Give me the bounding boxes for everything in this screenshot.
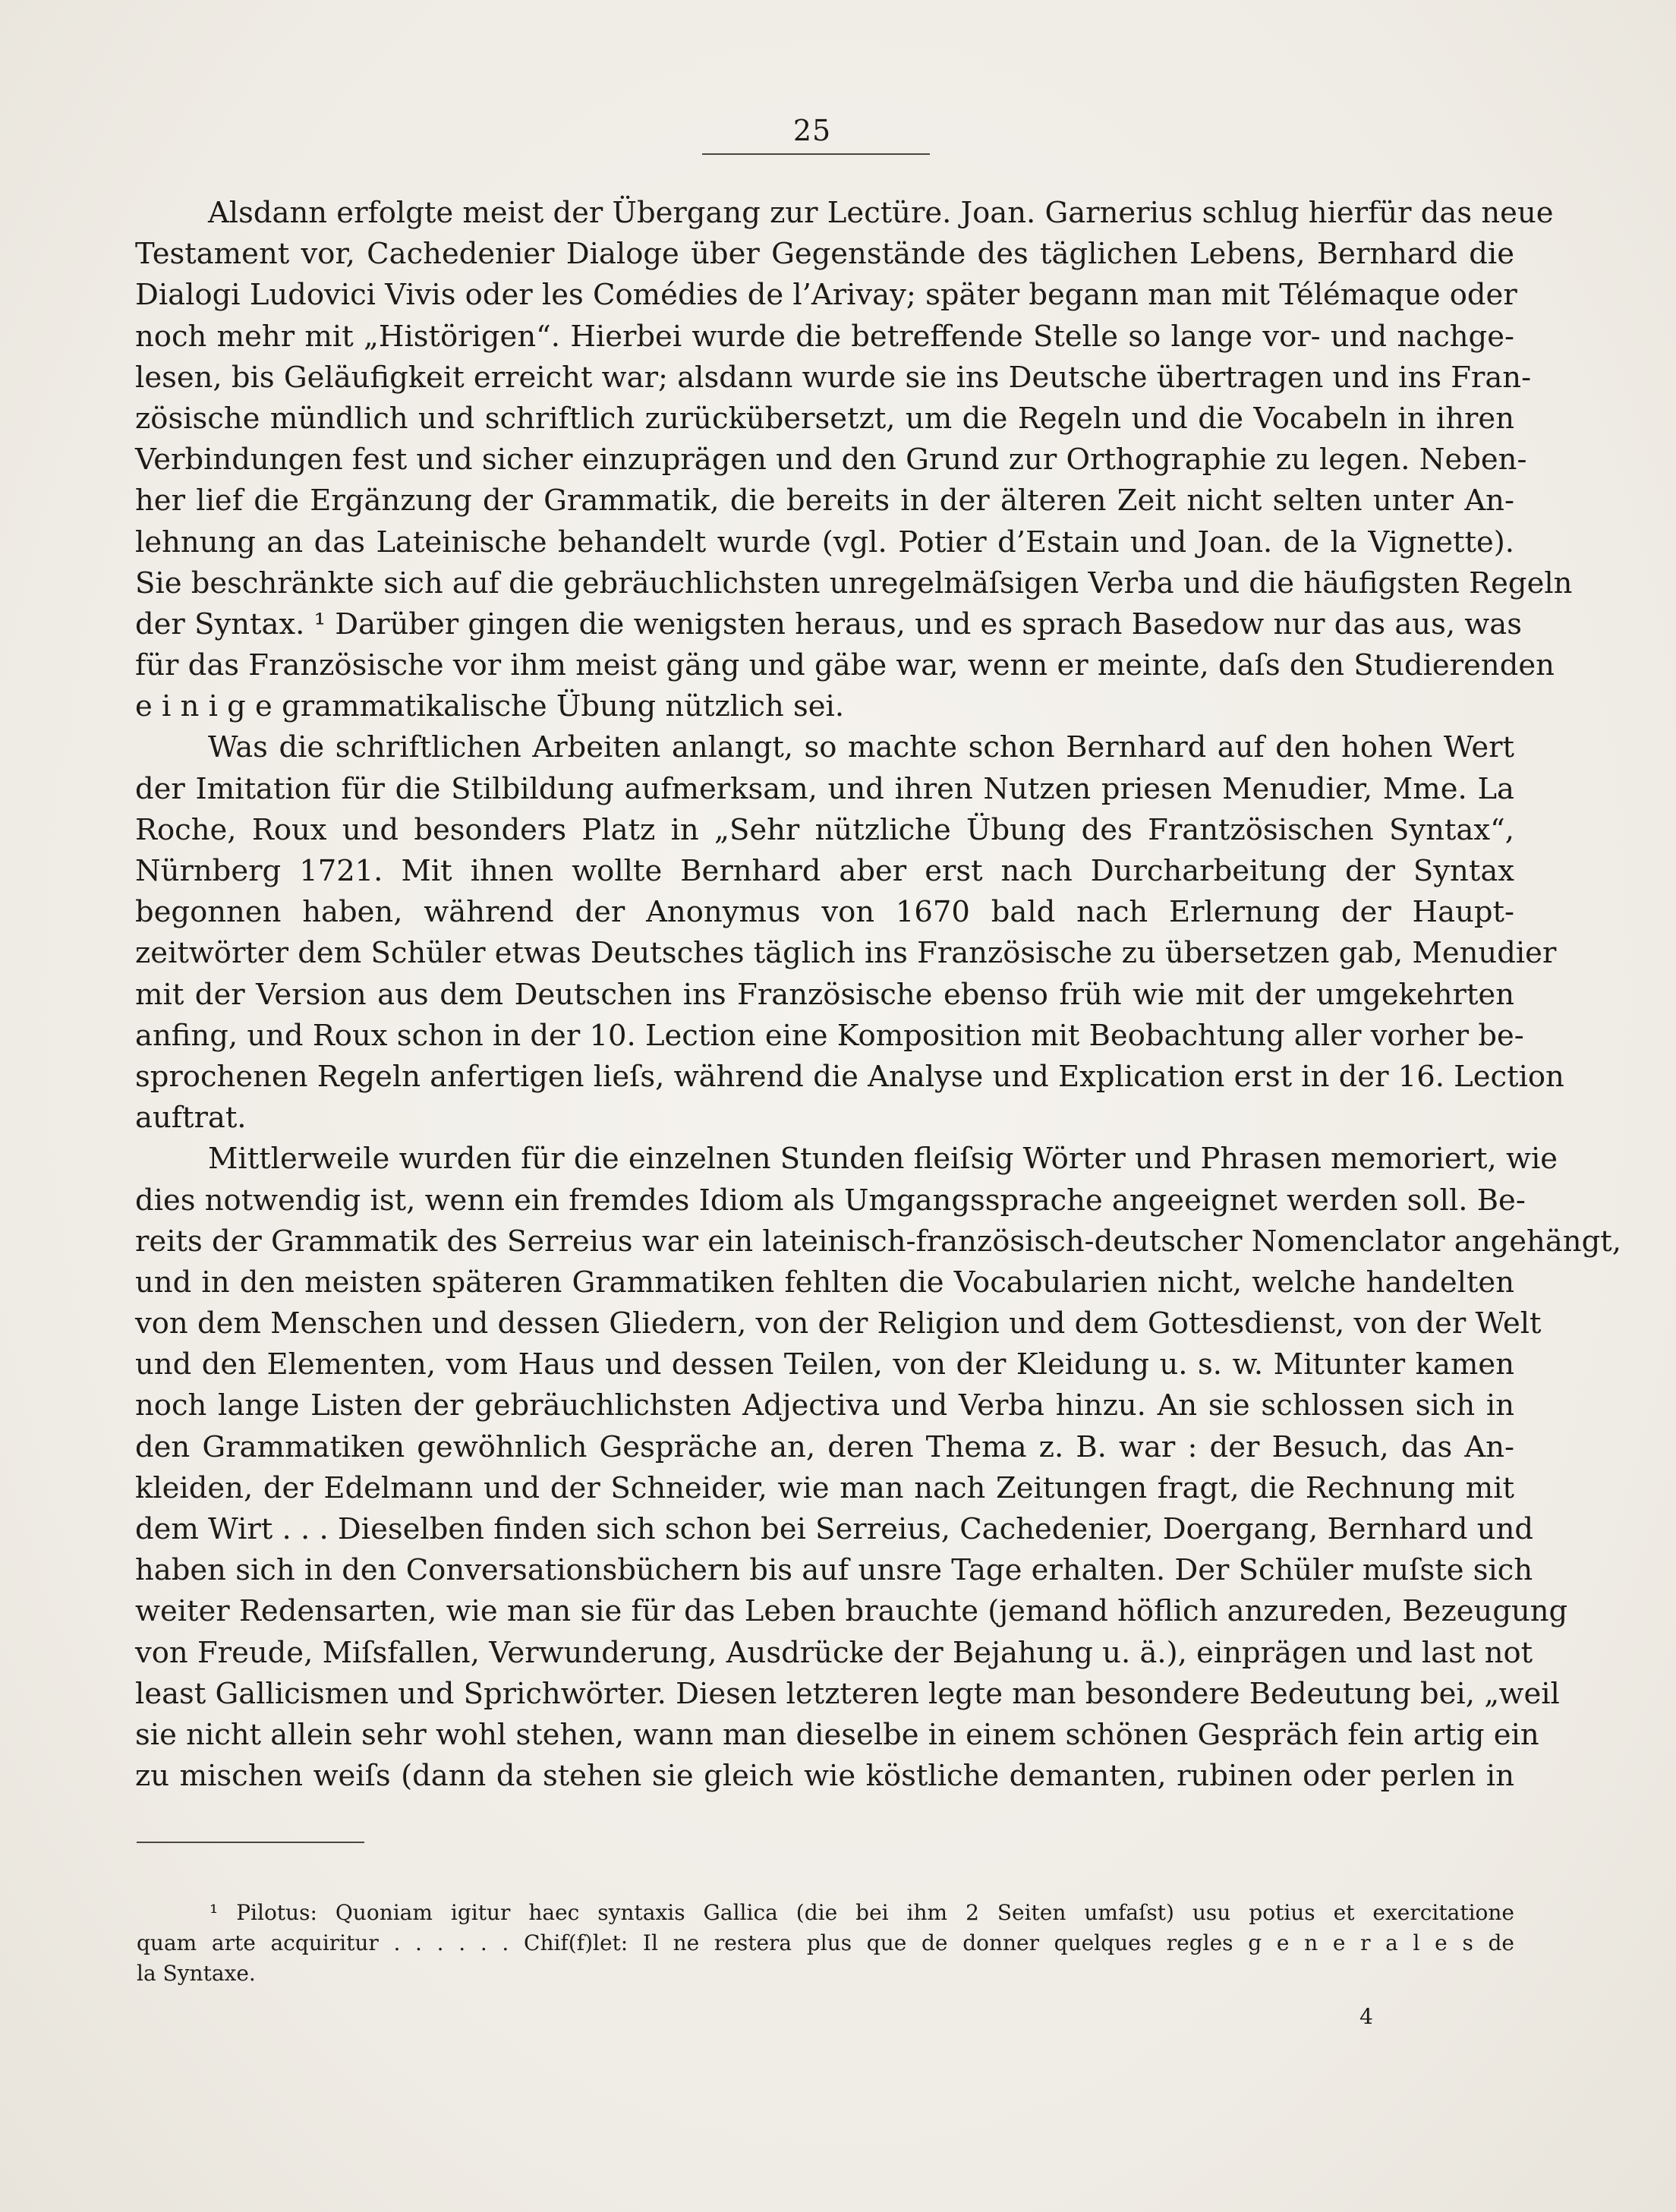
- footnotes: [137, 1898, 1514, 1989]
- text-line: Alsdann erfolgte meist der Übergang zur Lectüre. Joan. Garnerius schlug hierfür das neue: [208, 196, 1554, 230]
- text-line: least Gallicismen und Sprichwörter. Diesen letzteren legte man besondere Bedeutung bei, „weil: [135, 1676, 1560, 1711]
- text-line: zösische mündlich und schriftlich zurückübersetzt, um die Regeln und die Vocabeln in ihren: [135, 401, 1514, 436]
- text-line: reits der Grammatik des Serreius war ein lateinisch-französisch-deutscher Nomenclator angehängt,: [135, 1224, 1621, 1259]
- text-line: von dem Menschen und dessen Gliedern, von der Religion und dem Gottesdienst, von der Welt: [135, 1306, 1542, 1341]
- text-line: Verbindungen fest und sicher einzuprägen und den Grund zur Orthographie zu legen. Neben-: [135, 443, 1527, 477]
- text-line: Nürnberg 1721. Mit ihnen wollte Bernhard aber erst nach Durcharbeitung der Syntax: [135, 854, 1514, 888]
- footnote-line: quam arte acquiritur . . . . . . Chif(f)let: Il ne restera plus que de donner quelques regles g e n e r a l e s de: [137, 1930, 1514, 1955]
- text-line: kleiden, der Edelmann und der Schneider, wie man nach Zeitungen fragt, die Rechnung mit: [135, 1470, 1514, 1505]
- body-text: [135, 193, 1621, 1797]
- text-line: sie nicht allein sehr wohl stehen, wann man dieselbe in einem schönen Gespräch fein artig ein: [135, 1717, 1539, 1752]
- text-line: für das Französische vor ihm meist gäng und gäbe war, wenn er meinte, daſs den Studierenden: [135, 648, 1555, 683]
- text-line: Testament vor, Cachedenier Dialoge über Gegenstände des täglichen Lebens, Bernhard die: [135, 237, 1514, 272]
- text-line: zu mischen weiſs (dann da stehen sie gleich wie köstliche demanten, rubinen oder perlen in: [135, 1759, 1514, 1794]
- footnote-line: la Syntaxe.: [137, 1961, 256, 1986]
- text-line: weiter Redensarten, wie man sie für das Leben brauchte (jemand höflich anzureden, Bezeugung: [135, 1594, 1568, 1629]
- text-line: Dialogi Ludovici Vivis oder les Comédies de l’Arivay; später begann man mit Télémaque oder: [135, 278, 1517, 313]
- text-line: her lief die Ergänzung der Grammatik, die bereits in der älteren Zeit nicht selten unter An-: [135, 484, 1514, 518]
- text-line: der Imitation für die Stilbildung aufmerksam, und ihren Nutzen priesen Menudier, Mme. La: [135, 771, 1514, 806]
- page-number: 25: [792, 114, 832, 147]
- text-line: Mittlerweile wurden für die einzelnen Stunden fleiſsig Wörter und Phrasen memoriert, wie: [208, 1142, 1558, 1177]
- text-line: begonnen haben, während der Anonymus von 1670 bald nach Erlernung der Haupt-: [135, 895, 1514, 930]
- header-rule: [702, 153, 930, 155]
- text-line: der Syntax. ¹ Darüber gingen die wenigsten heraus, und es sprach Basedow nur das aus, was: [135, 607, 1522, 641]
- text-line: e i n i g e grammatikalische Übung nützlich sei.: [135, 689, 845, 724]
- text-line: lesen, bis Geläufigkeit erreicht war; alsdann wurde sie ins Deutsche übertragen und ins Fran-: [135, 360, 1532, 395]
- text-line: von Freude, Miſsfallen, Verwunderung, Ausdrücke der Bejahung u. ä.), einprägen und last not: [135, 1635, 1533, 1670]
- footnote-rule: [137, 1842, 364, 1843]
- text-line: Sie beschränkte sich auf die gebräuchlichsten unregelmäſsigen Verba und die häufigsten Regeln: [135, 566, 1573, 600]
- text-line: noch mehr mit „Histörigen“. Hierbei wurde die betreffende Stelle so lange vor- und nachge-: [135, 319, 1514, 354]
- text-line: auftrat.: [135, 1101, 247, 1136]
- text-line: dem Wirt . . . Dieselben finden sich schon bei Serreius, Cachedenier, Doergang, Bernhard und: [135, 1512, 1534, 1546]
- text-line: mit der Version aus dem Deutschen ins Französische ebenso früh wie mit der umgekehrten: [135, 977, 1514, 1012]
- text-line: anfing, und Roux schon in der 10. Lection eine Komposition mit Beobachtung aller vorher be-: [135, 1018, 1524, 1053]
- text-line: zeitwörter dem Schüler etwas Deutsches täglich ins Französische zu übersetzen gab, Menudier: [135, 936, 1557, 971]
- text-line: noch lange Listen der gebräuchlichsten Adjectiva und Verba hinzu. An sie schlossen sich in: [135, 1388, 1514, 1423]
- text-line: und in den meisten späteren Grammatiken fehlten die Vocabularien nicht, welche handelten: [135, 1265, 1514, 1300]
- text-line: sprochenen Regeln anfertigen lieſs, während die Analyse und Explication erst in der 16. Lection: [135, 1059, 1564, 1094]
- text-line: und den Elementen, vom Haus und dessen Teilen, von der Kleidung u. s. w. Mitunter kamen: [135, 1347, 1514, 1382]
- text-line: den Grammatiken gewöhnlich Gespräche an, deren Thema z. B. war : der Besuch, das An-: [135, 1429, 1514, 1464]
- text-line: Roche, Roux und besonders Platz in „Sehr nützliche Übung des Frantzösischen Syntax“,: [135, 812, 1514, 847]
- footnote-line: ¹ Pilotus: Quoniam igitur haec syntaxis Gallica (die bei ihm 2 Seiten umfaſst) usu potius et exercitatione: [210, 1900, 1514, 1925]
- text-line: dies notwendig ist, wenn ein fremdes Idiom als Umgangssprache angeeignet werden soll. Be-: [135, 1183, 1526, 1218]
- text-line: Was die schriftlichen Arbeiten anlangt, so machte schon Bernhard auf den hohen Wert: [208, 730, 1514, 765]
- signature-mark: 4: [1359, 2004, 1373, 2029]
- text-line: lehnung an das Lateinische behandelt wurde (vgl. Potier d’Estain und Joan. de la Vignette).: [135, 525, 1514, 559]
- text-line: haben sich in den Conversationsbüchern bis auf unsre Tage erhalten. Der Schüler muſste sich: [135, 1553, 1533, 1588]
